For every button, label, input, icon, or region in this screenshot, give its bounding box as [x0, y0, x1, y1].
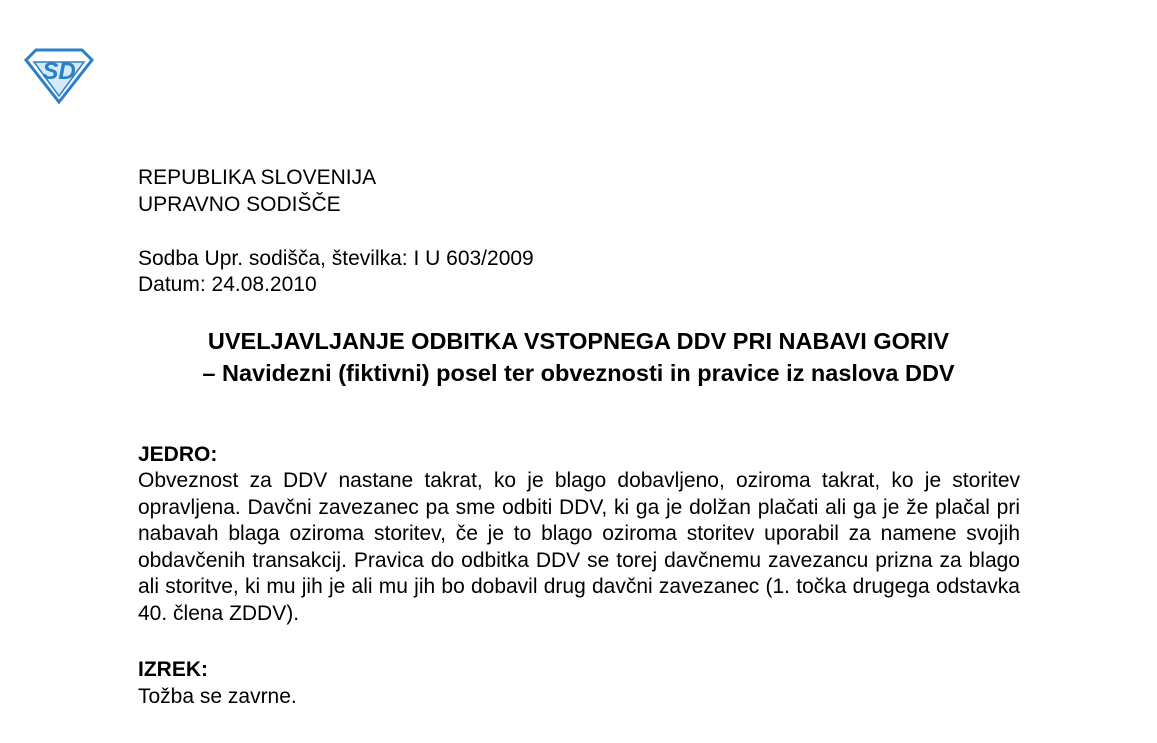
- jedro-text: Obveznost za DDV nastane takrat, ko je blago dobavljeno, oziroma takrat, ko je storitev opravljena. Davčni zavezanec pa sme odbiti DDV, ki ga je dolžan plačati ali ga je že plačal pri nabavah blaga oziroma storitev, če je to blago oziroma storitev uporabil za namene svojih obdavčenih transakcij. Pravica do odbitka DDV se torej davčnemu zavezancu prizna za blago ali storitve, ki mu jih je ali mu jih bo dobavil drug davčni zavezanec (1. točka drugega odstavka 40. člena ZDDV).: [138, 469, 1020, 625]
- jedro-heading: JEDRO:: [138, 443, 218, 466]
- document-title: UVELJAVLJANJE ODBITKA VSTOPNEGA DDV PRI NABAVI GORIV: [207, 328, 950, 354]
- logo-lettering: SD: [42, 58, 76, 85]
- case-date: Datum: 24.08.2010: [138, 273, 317, 296]
- case-number: Sodba Upr. sodišča, številka: I U 603/2009: [138, 247, 534, 270]
- document-subtitle: – Navidezni (fiktivni) posel ter obveznosti in pravice iz naslova DDV: [202, 360, 955, 386]
- izrek-heading: IZREK:: [138, 658, 208, 681]
- izrek-text: Tožba se zavrne.: [138, 685, 297, 708]
- header-court: UPRAVNO SODIŠČE: [138, 193, 341, 216]
- header-republic: REPUBLIKA SLOVENIJA: [138, 166, 377, 189]
- court-logo: [22, 46, 96, 106]
